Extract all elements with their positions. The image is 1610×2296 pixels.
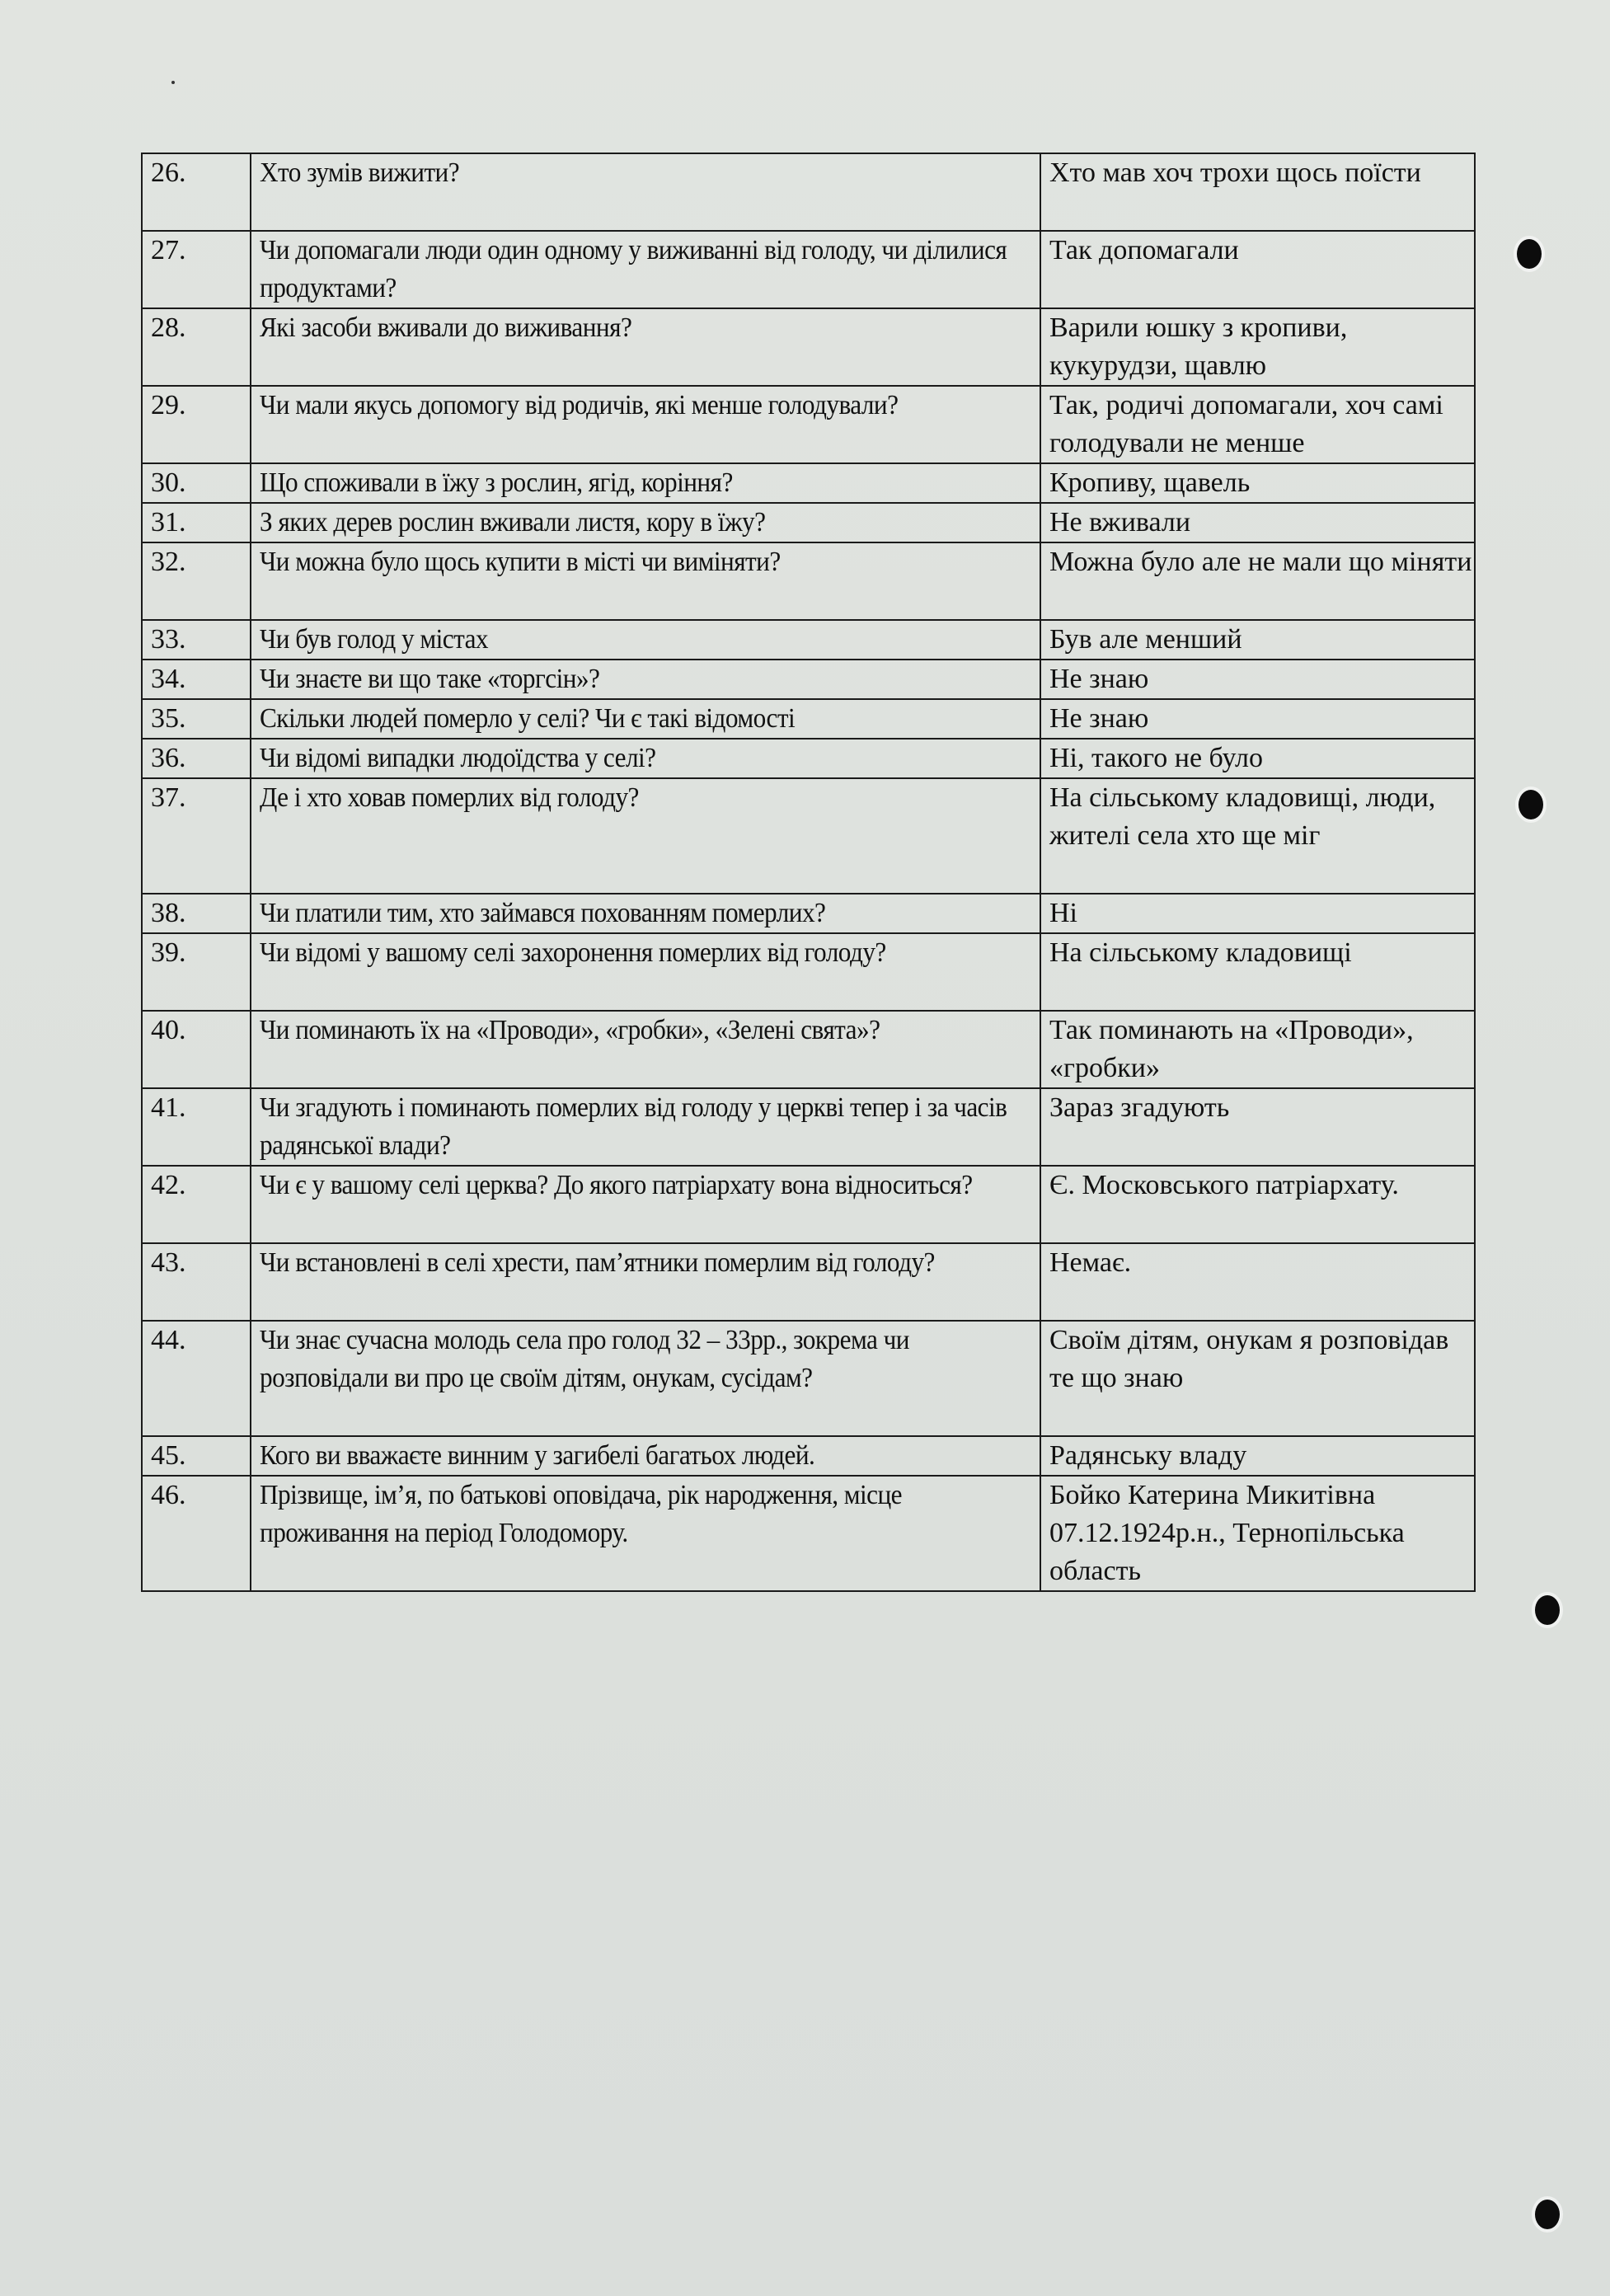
- row-number: 27.: [142, 231, 251, 308]
- question-cell: [251, 1436, 1040, 1476]
- question-text: З яких дерев рослин вживали листя, кору в їжу?: [260, 507, 766, 538]
- table-row: [142, 308, 1475, 386]
- table-row: [142, 660, 1475, 699]
- question-cell: [251, 542, 1040, 620]
- question-text: Чи згадують і поминають померлих від голоду у церкві тепер і за часів радянської влади?: [260, 1092, 1013, 1161]
- table-row: [142, 894, 1475, 933]
- row-number: 46.: [142, 1476, 251, 1591]
- question-cell: [251, 660, 1040, 699]
- table-row: [142, 231, 1475, 308]
- question-text: Чи є у вашому селі церква? До якого патріархату вона відноситься?: [260, 1170, 973, 1200]
- table-row: [142, 1088, 1475, 1166]
- answer-cell: Зараз згадують: [1040, 1088, 1475, 1166]
- question-cell: [251, 894, 1040, 933]
- question-cell: [251, 463, 1040, 503]
- punch-hole-1: [1517, 239, 1542, 269]
- row-number: 43.: [142, 1243, 251, 1321]
- question-text: Чи знаєте ви що таке «торгсін»?: [260, 664, 600, 694]
- punch-hole-3: [1535, 1595, 1560, 1625]
- question-cell: [251, 153, 1040, 231]
- question-text: Хто зумів вижити?: [260, 157, 460, 188]
- table-row: [142, 1321, 1475, 1436]
- answer-cell: Не знаю: [1040, 699, 1475, 739]
- question-cell: [251, 231, 1040, 308]
- table-row: [142, 778, 1475, 894]
- question-text: Чи знає сучасна молодь села про голод 32 – 33рр., зокрема чи розповідали ви про це своїм дітям, онукам, сусідам?: [260, 1325, 916, 1393]
- table-row: [142, 1436, 1475, 1476]
- table-row: [142, 933, 1475, 1011]
- table-row: [142, 739, 1475, 778]
- answer-cell: Можна було але не мали що міняти: [1040, 542, 1475, 620]
- answer-cell: Був але менший: [1040, 620, 1475, 660]
- question-cell: [251, 739, 1040, 778]
- table-row: [142, 699, 1475, 739]
- question-cell: [251, 933, 1040, 1011]
- question-cell: [251, 503, 1040, 542]
- questionnaire-table: [141, 153, 1476, 1592]
- answer-cell: Так допомагали: [1040, 231, 1475, 308]
- table-row: [142, 463, 1475, 503]
- row-number: 26.: [142, 153, 251, 231]
- table-row: [142, 1011, 1475, 1088]
- answer-cell: Немає.: [1040, 1243, 1475, 1321]
- question-cell: [251, 699, 1040, 739]
- question-text: Скільки людей померло у селі? Чи є такі відомості: [260, 703, 796, 734]
- question-text: Чи відомі випадки людоїдства у селі?: [260, 743, 656, 773]
- table-row: [142, 542, 1475, 620]
- row-number: 38.: [142, 894, 251, 933]
- row-number: 34.: [142, 660, 251, 699]
- question-cell: [251, 1321, 1040, 1436]
- answer-cell: Бойко Катерина Микитівна 07.12.1924р.н., Тернопільська область: [1040, 1476, 1475, 1591]
- answer-cell: Так, родичі допомагали, хоч самі голодували не менше: [1040, 386, 1475, 463]
- row-number: 29.: [142, 386, 251, 463]
- row-number: 28.: [142, 308, 251, 386]
- row-number: 45.: [142, 1436, 251, 1476]
- question-cell: [251, 308, 1040, 386]
- question-text: Чи мали якусь допомогу від родичів, які менше голодували?: [260, 390, 899, 420]
- question-text: Які засоби вживали до виживання?: [260, 312, 632, 343]
- question-text: Чи поминають їх на «Проводи», «гробки», «Зелені свята»?: [260, 1015, 880, 1045]
- question-cell: [251, 386, 1040, 463]
- question-text: Чи був голод у містах: [260, 624, 489, 655]
- answer-cell: Є. Московського патріархату.: [1040, 1166, 1475, 1243]
- question-text: Чи можна було щось купити в місті чи виміняти?: [260, 547, 781, 577]
- paper-speck: [171, 81, 175, 84]
- question-cell: [251, 1476, 1040, 1591]
- table-row: [142, 503, 1475, 542]
- answer-cell: На сільському кладовищі: [1040, 933, 1475, 1011]
- row-number: 36.: [142, 739, 251, 778]
- answer-cell: Не вживали: [1040, 503, 1475, 542]
- punch-hole-4: [1535, 2200, 1560, 2229]
- row-number: 32.: [142, 542, 251, 620]
- question-text: Чи допомагали люди один одному у виживанні від голоду, чи ділилися продуктами?: [260, 235, 1013, 303]
- table-row: [142, 153, 1475, 231]
- table-row: [142, 386, 1475, 463]
- question-cell: [251, 1088, 1040, 1166]
- question-text: Чи відомі у вашому селі захоронення померлих від голоду?: [260, 937, 886, 968]
- row-number: 44.: [142, 1321, 251, 1436]
- row-number: 41.: [142, 1088, 251, 1166]
- row-number: 33.: [142, 620, 251, 660]
- question-cell: [251, 778, 1040, 894]
- answer-cell: Ні: [1040, 894, 1475, 933]
- answer-cell: Ні, такого не було: [1040, 739, 1475, 778]
- row-number: 31.: [142, 503, 251, 542]
- question-text: Прізвище, ім’я, по батькові оповідача, рік народження, місце проживання на період Голодомору.: [260, 1480, 908, 1548]
- row-number: 35.: [142, 699, 251, 739]
- question-cell: [251, 1166, 1040, 1243]
- question-cell: [251, 1243, 1040, 1321]
- table-row: [142, 1166, 1475, 1243]
- row-number: 40.: [142, 1011, 251, 1088]
- question-text: Чи встановлені в селі хрести, пам’ятники померлим від голоду?: [260, 1247, 935, 1278]
- question-text: Що споживали в їжу з рослин, ягід, коріння?: [260, 467, 733, 498]
- answer-cell: Хто мав хоч трохи щось поїсти: [1040, 153, 1475, 231]
- row-number: 39.: [142, 933, 251, 1011]
- question-text: Чи платили тим, хто займався похованням померлих?: [260, 898, 826, 928]
- answer-cell: Так поминають на «Проводи», «гробки»: [1040, 1011, 1475, 1088]
- table-row: [142, 1476, 1475, 1591]
- answer-cell: На сільському кладовищі, люди, жителі села хто ще міг: [1040, 778, 1475, 894]
- row-number: 30.: [142, 463, 251, 503]
- table-row: [142, 620, 1475, 660]
- row-number: 37.: [142, 778, 251, 894]
- answer-cell: Радянську владу: [1040, 1436, 1475, 1476]
- question-text: Де і хто ховав померлих від голоду?: [260, 782, 639, 813]
- answer-cell: Своїм дітям, онукам я розповідав те що знаю: [1040, 1321, 1475, 1436]
- question-cell: [251, 620, 1040, 660]
- table-row: [142, 1243, 1475, 1321]
- answer-cell: Кропиву, щавель: [1040, 463, 1475, 503]
- answer-cell: Варили юшку з кропиви, кукурудзи, щавлю: [1040, 308, 1475, 386]
- row-number: 42.: [142, 1166, 251, 1243]
- punch-hole-2: [1518, 790, 1543, 819]
- answer-cell: Не знаю: [1040, 660, 1475, 699]
- question-text: Кого ви вважаєте винним у загибелі багатьох людей.: [260, 1440, 815, 1471]
- question-cell: [251, 1011, 1040, 1088]
